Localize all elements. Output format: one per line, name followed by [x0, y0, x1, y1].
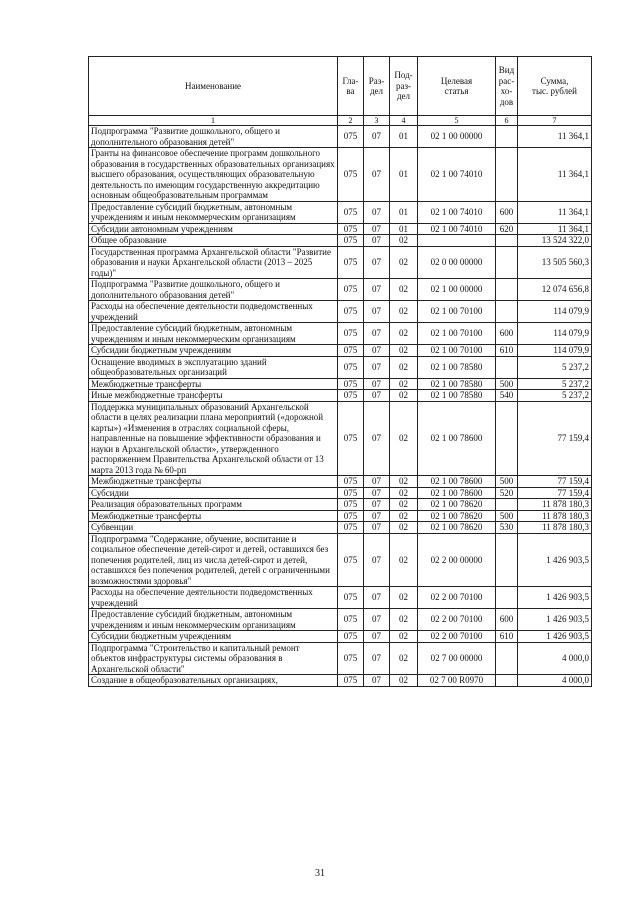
row-name: Поддержка муниципальных образований Архангельской области в целях реализации плана мероприятий («дорожной карты») «Изменения в отраслях социальной сферы, направленные на повышение эффективности образования и науки в Архангельской области», утвержденного распоряжением Правительства Архангельской области от 13 марта 2013 года № 60-рп	[89, 401, 338, 476]
row-chapter: 075	[338, 223, 364, 235]
row-name: Межбюджетные трансферты	[89, 510, 338, 522]
row-expense-type	[496, 587, 518, 609]
row-subsection: 02	[390, 356, 418, 378]
row-expense-type: 600	[496, 609, 518, 631]
row-subsection: 02	[390, 533, 418, 587]
row-chapter: 075	[338, 356, 364, 378]
row-amount: 1 426 903,5	[518, 533, 592, 587]
row-section: 07	[364, 487, 390, 499]
row-section: 07	[364, 476, 390, 488]
row-section: 07	[364, 390, 390, 402]
row-name: Предоставление субсидий бюджетным, автономным учреждениям и иным некоммерческим организациям	[89, 609, 338, 631]
row-amount: 13 524 322,0	[518, 235, 592, 247]
row-amount: 11 878 180,3	[518, 522, 592, 534]
row-name: Государственная программа Архангельской области "Развитие образования и науки Архангельской области (2013 – 2025 годы)"	[89, 246, 338, 279]
row-chapter: 075	[338, 390, 364, 402]
row-section: 07	[364, 522, 390, 534]
row-expense-type: 620	[496, 223, 518, 235]
table-row	[89, 126, 592, 148]
table-row	[89, 609, 592, 631]
header-amount: Сумма, тыс. рублей	[518, 57, 592, 116]
table-row	[89, 587, 592, 609]
row-subsection: 02	[390, 301, 418, 323]
column-number: 1	[89, 116, 338, 126]
row-subsection: 02	[390, 401, 418, 476]
table-row	[89, 201, 592, 223]
row-amount: 5 237,2	[518, 378, 592, 390]
row-chapter: 075	[338, 487, 364, 499]
table-row	[89, 642, 592, 675]
row-amount: 5 237,2	[518, 390, 592, 402]
row-target: 02 1 00 70100	[418, 301, 496, 323]
row-name: Предоставление субсидий бюджетным, автономным учреждениям и иным некоммерческим организациям	[89, 201, 338, 223]
row-subsection: 01	[390, 223, 418, 235]
row-name: Межбюджетные трансферты	[89, 476, 338, 488]
row-chapter: 075	[338, 148, 364, 202]
column-number: 2	[338, 116, 364, 126]
row-target: 02 1 00 78620	[418, 522, 496, 534]
row-name: Оснащение вводимых в эксплуатацию зданий общеобразовательных организаций	[89, 356, 338, 378]
row-chapter: 075	[338, 345, 364, 357]
row-section: 07	[364, 510, 390, 522]
row-name: Подпрограмма "Содержание, обучение, воспитание и социальное обеспечение детей-сирот и детей, оставшихся без попечения родителей, лиц из числа детей-сирот и детей, оставшихся без попечения родителей, детей с ограниченными возможностями здоровья"	[89, 533, 338, 587]
row-amount: 11 878 180,3	[518, 499, 592, 511]
row-expense-type: 530	[496, 522, 518, 534]
table-row	[89, 675, 592, 687]
row-target: 02 1 00 74010	[418, 201, 496, 223]
row-target: 02 1 00 78580	[418, 378, 496, 390]
row-amount: 5 237,2	[518, 356, 592, 378]
row-name: Субсидии автономным учреждениям	[89, 223, 338, 235]
table-row	[89, 390, 592, 402]
row-expense-type: 600	[496, 323, 518, 345]
row-target	[418, 235, 496, 247]
row-name: Предоставление субсидий бюджетным, автономным учреждениям и иным некоммерческим организациям	[89, 323, 338, 345]
row-target: 02 1 00 78600	[418, 401, 496, 476]
row-expense-type: 500	[496, 476, 518, 488]
row-name: Субвенции	[89, 522, 338, 534]
header-row	[89, 57, 592, 116]
row-amount: 4 000,0	[518, 675, 592, 687]
row-section: 07	[364, 499, 390, 511]
row-target: 02 0 00 00000	[418, 246, 496, 279]
header-target: Целевая статья	[418, 57, 496, 116]
row-amount: 77 159,4	[518, 487, 592, 499]
row-chapter: 075	[338, 301, 364, 323]
row-subsection: 02	[390, 345, 418, 357]
header-expense-type: Вид рас- хо- дов	[496, 57, 518, 116]
row-amount: 114 079,9	[518, 301, 592, 323]
row-section: 07	[364, 301, 390, 323]
row-chapter: 075	[338, 631, 364, 643]
row-chapter: 075	[338, 323, 364, 345]
row-section: 07	[364, 631, 390, 643]
column-number: 3	[364, 116, 390, 126]
row-chapter: 075	[338, 642, 364, 675]
row-name: Гранты на финансовое обеспечение программ дошкольного образования в государственных образовательных организациях высшего образования, осуществляющих образовательную деятельность по имеющим государственную аккредитацию основным общеобразовательным программам	[89, 148, 338, 202]
table-row	[89, 631, 592, 643]
row-expense-type	[496, 533, 518, 587]
table-row	[89, 223, 592, 235]
page-number: 31	[315, 868, 325, 879]
row-section: 07	[364, 223, 390, 235]
row-section: 07	[364, 533, 390, 587]
row-subsection: 02	[390, 522, 418, 534]
row-expense-type	[496, 279, 518, 301]
row-expense-type: 610	[496, 345, 518, 357]
row-section: 07	[364, 401, 390, 476]
row-chapter: 075	[338, 401, 364, 476]
row-expense-type	[496, 246, 518, 279]
row-expense-type	[496, 356, 518, 378]
row-expense-type: 520	[496, 487, 518, 499]
row-section: 07	[364, 609, 390, 631]
row-section: 07	[364, 323, 390, 345]
row-amount: 1 426 903,5	[518, 587, 592, 609]
row-subsection: 02	[390, 587, 418, 609]
row-section: 07	[364, 201, 390, 223]
row-subsection: 02	[390, 631, 418, 643]
row-amount: 12 074 656,8	[518, 279, 592, 301]
row-expense-type: 500	[496, 378, 518, 390]
row-name: Субсидии бюджетным учреждениям	[89, 345, 338, 357]
row-target: 02 1 00 78620	[418, 510, 496, 522]
row-section: 07	[364, 642, 390, 675]
row-expense-type	[496, 401, 518, 476]
row-amount: 4 000,0	[518, 642, 592, 675]
row-target: 02 1 00 78600	[418, 476, 496, 488]
row-target: 02 1 00 78580	[418, 390, 496, 402]
row-expense-type: 610	[496, 631, 518, 643]
column-number-row	[89, 116, 592, 126]
row-chapter: 075	[338, 587, 364, 609]
row-chapter: 075	[338, 675, 364, 687]
row-amount: 114 079,9	[518, 345, 592, 357]
table-row	[89, 401, 592, 476]
row-chapter: 075	[338, 499, 364, 511]
row-section: 07	[364, 279, 390, 301]
row-amount: 1 426 903,5	[518, 609, 592, 631]
header-chapter: Гла- ва	[338, 57, 364, 116]
row-section: 07	[364, 246, 390, 279]
row-section: 07	[364, 356, 390, 378]
row-target: 02 2 00 70100	[418, 631, 496, 643]
row-name: Расходы на обеспечение деятельности подведомственных учреждений	[89, 301, 338, 323]
row-subsection: 02	[390, 499, 418, 511]
row-name: Межбюджетные трансферты	[89, 378, 338, 390]
header-name: Наименование	[89, 57, 338, 116]
row-target: 02 1 00 70100	[418, 323, 496, 345]
row-amount: 11 878 180,3	[518, 510, 592, 522]
row-subsection: 02	[390, 675, 418, 687]
row-target: 02 7 00 R0970	[418, 675, 496, 687]
row-chapter: 075	[338, 522, 364, 534]
row-name: Создание в общеобразовательных организациях,	[89, 675, 338, 687]
row-expense-type	[496, 301, 518, 323]
row-expense-type: 500	[496, 510, 518, 522]
row-section: 07	[364, 587, 390, 609]
row-name: Субсидии	[89, 487, 338, 499]
row-target: 02 1 00 78620	[418, 499, 496, 511]
row-name: Расходы на обеспечение деятельности подведомственных учреждений	[89, 587, 338, 609]
budget-table	[88, 56, 592, 687]
row-subsection: 02	[390, 476, 418, 488]
row-subsection: 02	[390, 390, 418, 402]
row-chapter: 075	[338, 246, 364, 279]
row-amount: 1 426 903,5	[518, 631, 592, 643]
table-row	[89, 235, 592, 247]
column-number: 7	[518, 116, 592, 126]
row-target: 02 2 00 00000	[418, 533, 496, 587]
row-subsection: 01	[390, 148, 418, 202]
column-number: 6	[496, 116, 518, 126]
row-amount: 11 364,1	[518, 126, 592, 148]
row-amount: 11 364,1	[518, 223, 592, 235]
row-chapter: 075	[338, 609, 364, 631]
row-amount: 11 364,1	[518, 148, 592, 202]
table-row	[89, 476, 592, 488]
row-amount: 11 364,1	[518, 201, 592, 223]
table-row	[89, 301, 592, 323]
row-subsection: 01	[390, 126, 418, 148]
row-section: 07	[364, 345, 390, 357]
row-chapter: 075	[338, 510, 364, 522]
row-chapter: 075	[338, 279, 364, 301]
row-amount: 77 159,4	[518, 401, 592, 476]
row-expense-type: 540	[496, 390, 518, 402]
table-row	[89, 510, 592, 522]
row-chapter: 075	[338, 533, 364, 587]
table-row	[89, 246, 592, 279]
table-row	[89, 533, 592, 587]
row-chapter: 075	[338, 235, 364, 247]
table-row	[89, 345, 592, 357]
row-chapter: 075	[338, 201, 364, 223]
row-target: 02 1 00 74010	[418, 223, 496, 235]
row-chapter: 075	[338, 476, 364, 488]
row-target: 02 2 00 70100	[418, 609, 496, 631]
row-target: 02 1 00 70100	[418, 345, 496, 357]
row-expense-type	[496, 235, 518, 247]
row-name: Субсидии бюджетным учреждениям	[89, 631, 338, 643]
row-subsection: 02	[390, 487, 418, 499]
row-expense-type	[496, 642, 518, 675]
row-subsection: 02	[390, 609, 418, 631]
header-section: Раз- дел	[364, 57, 390, 116]
table-row	[89, 323, 592, 345]
row-target: 02 1 00 74010	[418, 148, 496, 202]
table-row	[89, 279, 592, 301]
table-row	[89, 522, 592, 534]
row-amount: 114 079,9	[518, 323, 592, 345]
row-expense-type	[496, 675, 518, 687]
table-row	[89, 378, 592, 390]
row-section: 07	[364, 675, 390, 687]
row-subsection: 02	[390, 246, 418, 279]
column-number: 4	[390, 116, 418, 126]
row-section: 07	[364, 378, 390, 390]
row-target: 02 1 00 00000	[418, 279, 496, 301]
row-subsection: 02	[390, 279, 418, 301]
row-subsection: 01	[390, 201, 418, 223]
row-subsection: 02	[390, 510, 418, 522]
row-expense-type: 600	[496, 201, 518, 223]
row-name: Подпрограмма "Развитие дошкольного, общего и дополнительного образования детей"	[89, 126, 338, 148]
row-subsection: 02	[390, 378, 418, 390]
row-target: 02 7 00 00000	[418, 642, 496, 675]
header-subsection: Под- раз- дел	[390, 57, 418, 116]
row-target: 02 1 00 00000	[418, 126, 496, 148]
row-expense-type	[496, 148, 518, 202]
row-name: Общее образование	[89, 235, 338, 247]
row-amount: 77 159,4	[518, 476, 592, 488]
table-row	[89, 148, 592, 202]
table-row	[89, 499, 592, 511]
row-amount: 13 505 560,3	[518, 246, 592, 279]
row-name: Реализация образовательных программ	[89, 499, 338, 511]
row-expense-type	[496, 499, 518, 511]
row-expense-type	[496, 126, 518, 148]
row-target: 02 1 00 78600	[418, 487, 496, 499]
row-name: Подпрограмма "Развитие дошкольного, общего и дополнительного образования детей"	[89, 279, 338, 301]
row-section: 07	[364, 148, 390, 202]
column-number: 5	[418, 116, 496, 126]
row-chapter: 075	[338, 126, 364, 148]
row-subsection: 02	[390, 235, 418, 247]
row-subsection: 02	[390, 323, 418, 345]
table-row	[89, 487, 592, 499]
row-target: 02 1 00 78580	[418, 356, 496, 378]
table-row	[89, 356, 592, 378]
row-section: 07	[364, 126, 390, 148]
row-subsection: 02	[390, 642, 418, 675]
row-target: 02 2 00 70100	[418, 587, 496, 609]
row-name: Иные межбюджетные трансферты	[89, 390, 338, 402]
row-section: 07	[364, 235, 390, 247]
row-chapter: 075	[338, 378, 364, 390]
row-name: Подпрограмма "Строительство и капитальный ремонт объектов инфраструктуры системы образования в Архангельской области"	[89, 642, 338, 675]
